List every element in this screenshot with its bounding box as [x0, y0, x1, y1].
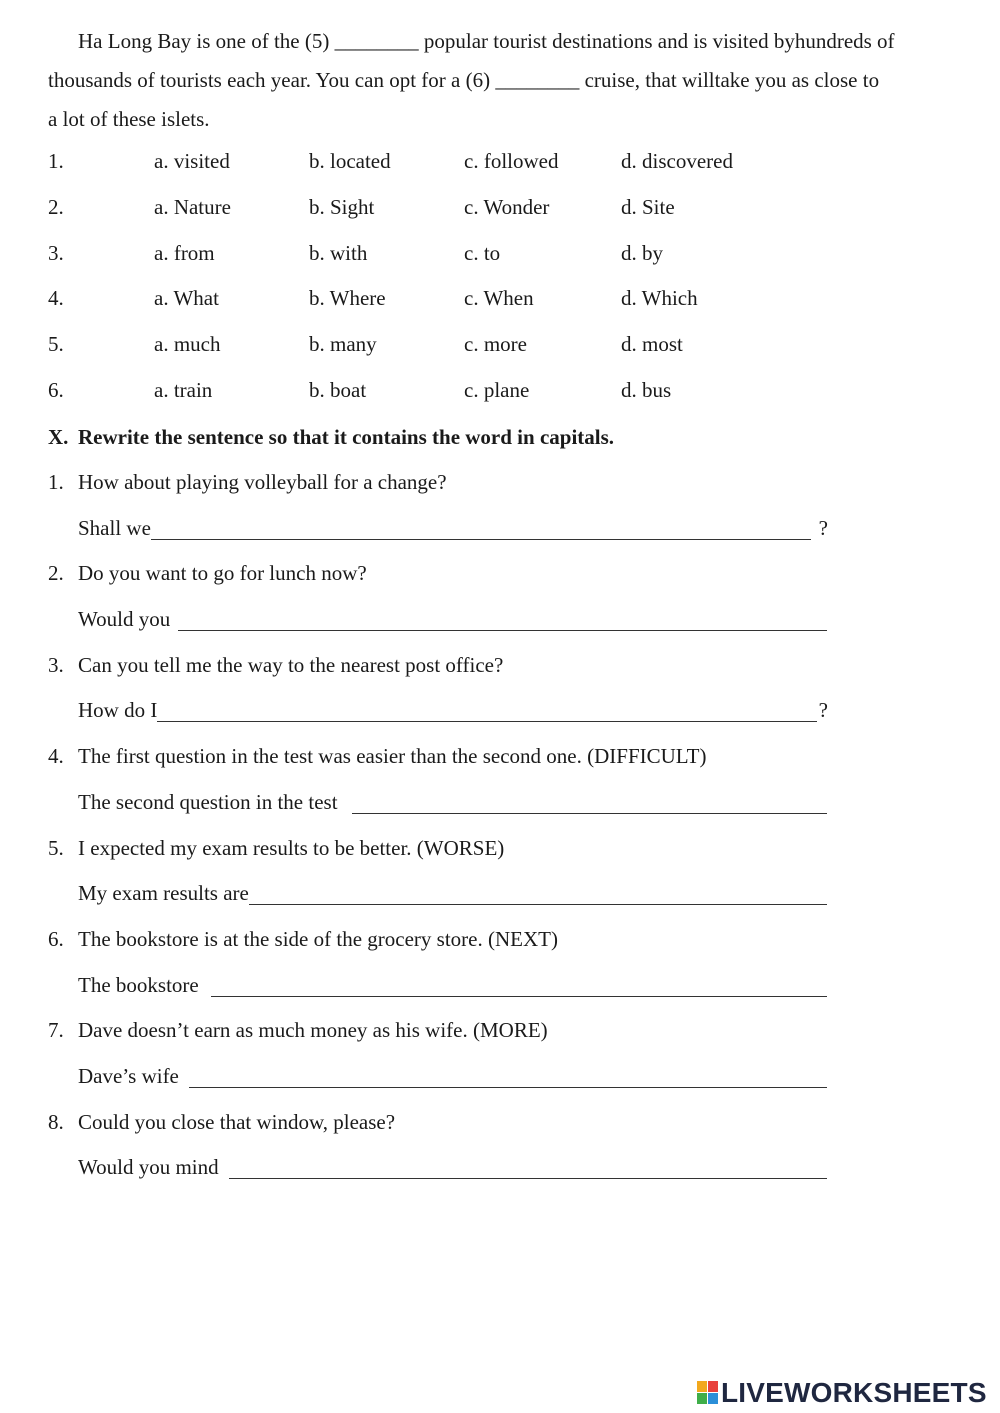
answer-blank[interactable] — [229, 1148, 827, 1179]
option-c[interactable]: c. Wonder — [464, 194, 550, 219]
answer-blank[interactable] — [189, 1057, 827, 1088]
reading-passage — [48, 22, 960, 139]
question-text: Can you tell me the way to the nearest post office? — [78, 652, 504, 677]
answer-row — [48, 783, 827, 829]
option-a[interactable]: a. much — [154, 332, 221, 357]
passage-line: thousands of tourists each year. You can opt for a (6) ________ cruise, that willtake you as close to — [48, 68, 880, 92]
option-c[interactable]: c. to — [464, 240, 501, 265]
option-number: 2. — [48, 194, 64, 219]
answer-options — [48, 142, 948, 417]
option-row — [48, 325, 948, 371]
option-row — [48, 188, 948, 234]
question-row — [48, 1011, 948, 1057]
option-number: 6. — [48, 377, 64, 402]
question-row — [48, 829, 948, 875]
answer-prefix: How do I — [78, 698, 158, 723]
answer-row — [48, 874, 827, 920]
question-text: How about playing volleyball for a change? — [78, 470, 447, 494]
question-text: Could you close that window, please? — [78, 1109, 396, 1134]
question-number: 4. — [48, 744, 64, 769]
answer-blank[interactable] — [211, 966, 827, 997]
option-b[interactable]: b. Sight — [309, 194, 375, 219]
option-a[interactable]: a. Nature — [154, 194, 231, 219]
option-row — [48, 371, 948, 417]
rewrite-items — [48, 463, 948, 1194]
answer-prefix: My exam results are — [78, 881, 249, 906]
section-title-text: Rewrite the sentence so that it contains the word in capitals. — [78, 425, 615, 449]
answer-blank[interactable] — [249, 874, 827, 905]
question-text: The first question in the test was easier than the second one. (DIFFICULT) — [78, 744, 707, 769]
option-d[interactable]: d. most — [621, 332, 683, 357]
question-number: 7. — [48, 1018, 64, 1043]
answer-prefix: Would you — [78, 607, 171, 632]
question-number: 8. — [48, 1109, 64, 1134]
question-text: Dave doesn’t earn as much money as his wife. (MORE) — [78, 1018, 548, 1043]
option-row — [48, 279, 948, 325]
option-c[interactable]: c. When — [464, 286, 534, 311]
option-c[interactable]: c. followed — [464, 149, 559, 173]
option-row — [48, 234, 948, 280]
option-b[interactable]: b. located — [309, 149, 391, 173]
option-a[interactable]: a. visited — [154, 149, 230, 173]
option-a[interactable]: a. What — [154, 286, 219, 311]
option-number: 1. — [48, 149, 64, 173]
question-text: Do you want to go for lunch now? — [78, 561, 367, 586]
answer-end: ? — [818, 698, 828, 723]
answer-blank[interactable] — [151, 509, 811, 540]
option-b[interactable]: b. Where — [309, 286, 386, 311]
answer-row — [48, 691, 828, 737]
passage-line: a lot of these islets. — [48, 107, 210, 131]
option-b[interactable]: b. with — [309, 240, 368, 265]
section-number: X. — [48, 425, 69, 449]
option-d[interactable]: d. Site — [621, 194, 675, 219]
section-heading — [48, 418, 614, 456]
answer-row — [48, 600, 827, 646]
option-a[interactable]: a. train — [154, 377, 213, 402]
option-row — [48, 142, 948, 188]
answer-prefix: Would you mind — [78, 1155, 219, 1180]
passage-line: Ha Long Bay is one of the (5) ________ popular tourist destinations and is visited byhundreds of — [78, 29, 895, 53]
answer-blank[interactable] — [352, 783, 827, 814]
question-number: 5. — [48, 835, 64, 860]
option-b[interactable]: b. many — [309, 332, 377, 357]
liveworksheets-logo-icon — [697, 1381, 719, 1405]
option-d[interactable]: d. discovered — [621, 149, 733, 173]
question-number: 2. — [48, 561, 64, 586]
question-row — [48, 737, 948, 783]
answer-prefix: The second question in the test — [78, 789, 338, 814]
option-d[interactable]: d. by — [621, 240, 663, 265]
liveworksheets-logo[interactable] — [697, 1377, 987, 1409]
option-d[interactable]: d. bus — [621, 377, 672, 402]
option-d[interactable]: d. Which — [621, 286, 698, 311]
question-text: I expected my exam results to be better. (WORSE) — [78, 835, 505, 860]
option-number: 4. — [48, 286, 64, 311]
answer-row — [48, 1148, 827, 1194]
answer-blank[interactable] — [157, 691, 816, 722]
option-b[interactable]: b. boat — [309, 377, 367, 402]
question-row — [48, 920, 948, 966]
answer-row — [48, 1057, 827, 1103]
option-number: 5. — [48, 332, 64, 357]
answer-blank[interactable] — [178, 600, 827, 631]
question-number: 1. — [48, 470, 64, 494]
answer-row — [48, 966, 827, 1012]
question-row — [48, 554, 948, 600]
answer-prefix: The bookstore — [78, 972, 199, 997]
answer-row — [48, 509, 828, 555]
question-row — [48, 1103, 948, 1149]
question-text: The bookstore is at the side of the grocery store. (NEXT) — [78, 926, 558, 951]
answer-prefix: Shall we — [78, 515, 151, 540]
logo-text: LIVEWORKSHEETS — [721, 1377, 987, 1408]
option-c[interactable]: c. more — [464, 332, 527, 357]
question-row — [48, 463, 948, 509]
question-row — [48, 646, 948, 692]
answer-end: ? — [818, 515, 828, 540]
option-c[interactable]: c. plane — [464, 377, 530, 402]
answer-prefix: Dave’s wife — [78, 1063, 179, 1088]
question-number: 6. — [48, 926, 64, 951]
option-number: 3. — [48, 240, 64, 265]
question-number: 3. — [48, 652, 64, 677]
option-a[interactable]: a. from — [154, 240, 215, 265]
